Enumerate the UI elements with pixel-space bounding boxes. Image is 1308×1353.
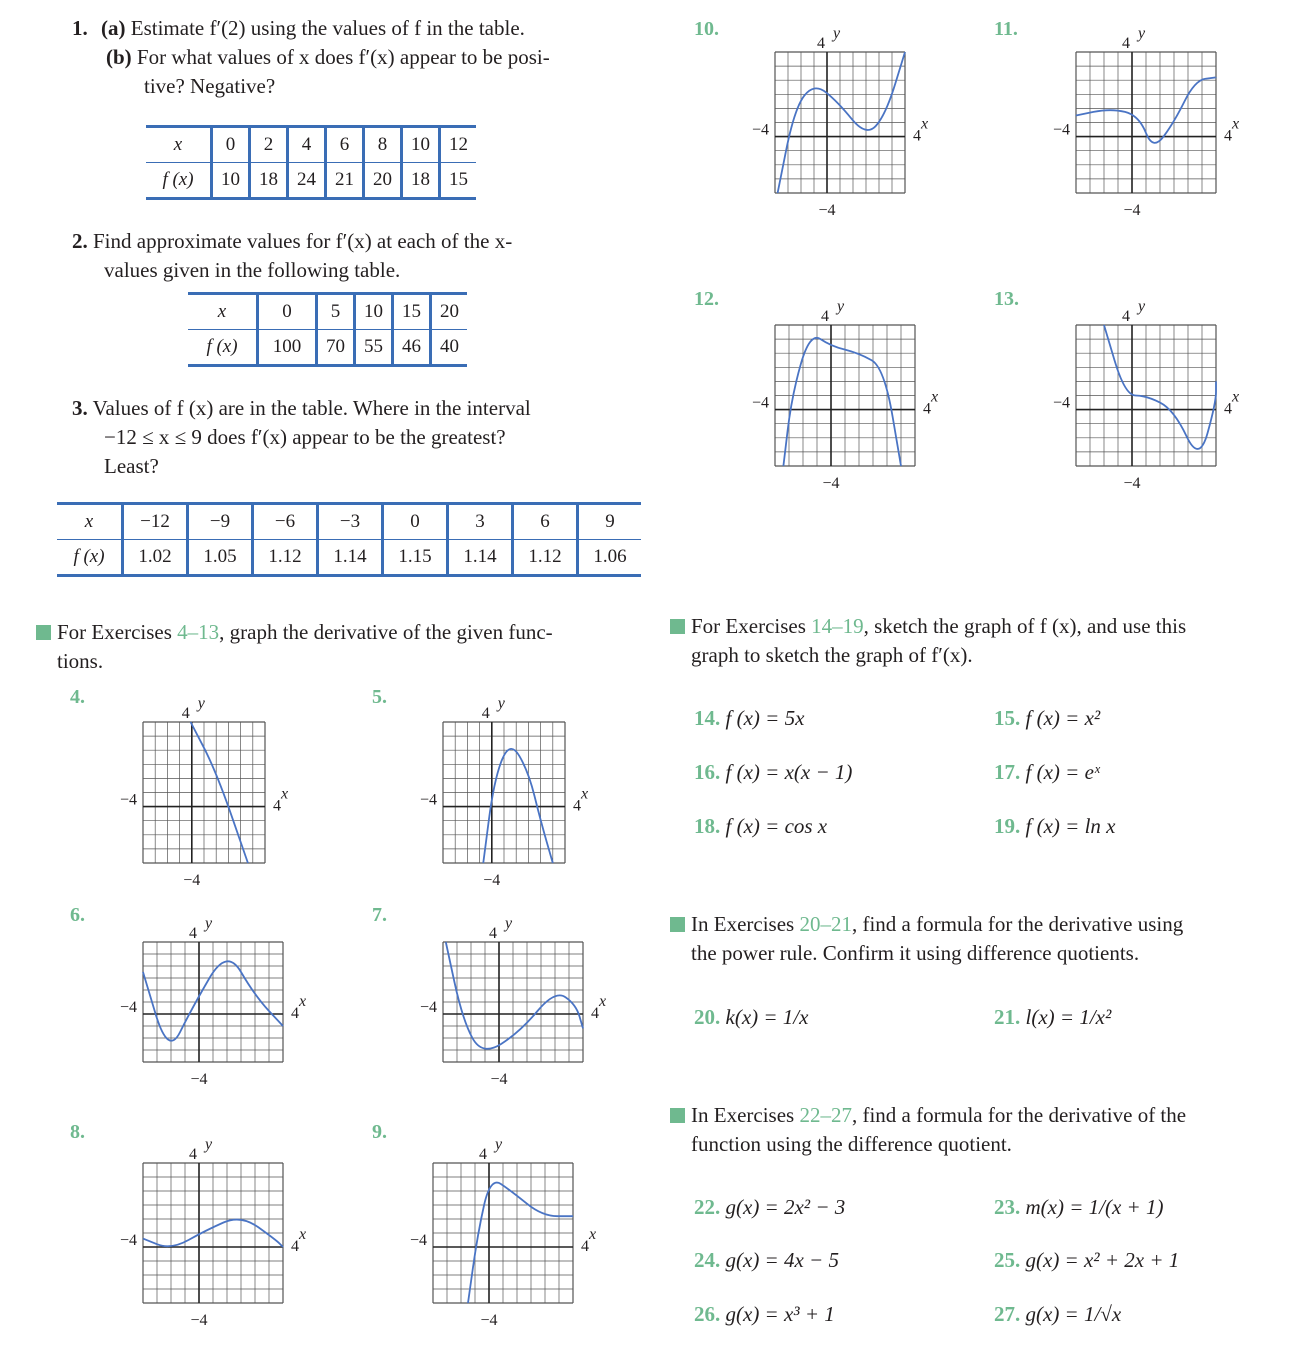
exercise-23: 23. m(x) = 1/(x + 1) (994, 1195, 1164, 1219)
cell: 46 (393, 330, 431, 366)
x-axis-label: x (299, 1226, 307, 1243)
graph-9 (373, 1123, 633, 1353)
graph-number: 10. (694, 18, 719, 40)
cell: 100 (258, 330, 317, 366)
exercise-19: 19. f (x) = ln x (994, 814, 1116, 838)
graph-7 (383, 902, 643, 1112)
section-text: , sketch the graph of f (x), and use this (863, 614, 1187, 638)
cell: −6 (253, 504, 318, 540)
exercise-range: 14–19 (811, 614, 864, 638)
cell: 2 (250, 127, 288, 163)
row-label: x (57, 504, 123, 540)
exercise-15: 15. f (x) = x² (994, 706, 1101, 730)
cell: 18 (250, 163, 288, 199)
graph-10 (715, 12, 965, 243)
y-max-label: 4 (1122, 35, 1130, 52)
cell: 1.15 (383, 540, 448, 576)
table-row-fx (57, 540, 641, 576)
exercise-14: 14. f (x) = 5x (694, 706, 805, 730)
section-text: , find a formula for the derivative of the (851, 1103, 1187, 1127)
section-text: For Exercises (57, 620, 178, 644)
section-text: For Exercises (691, 614, 812, 638)
y-max-label: 4 (817, 35, 825, 52)
exercise-text: For what values of x does f′(x) appear to be posi- (136, 45, 550, 69)
graph-number: 13. (994, 288, 1019, 310)
exercise-range: 4–13 (177, 620, 220, 644)
table-row-x (57, 504, 641, 540)
x-axis-label: x (281, 785, 289, 803)
cell: 20 (431, 294, 468, 330)
y-min-label: −4 (183, 872, 201, 889)
x-max-label: 4 (591, 1005, 599, 1022)
cell: 1.06 (578, 540, 642, 576)
x-axis-label: x (921, 115, 929, 133)
x-min-label: −4 (119, 1232, 137, 1249)
graph-number: 8. (70, 1121, 85, 1143)
exercise-range: 22–27 (799, 1103, 852, 1127)
y-max-label: 4 (189, 925, 197, 942)
graph-5 (383, 682, 625, 913)
cell: 15 (393, 294, 431, 330)
y-axis-label: y (205, 1136, 213, 1153)
x-min-label: −4 (419, 999, 437, 1016)
exercise-range: 20–21 (799, 912, 852, 936)
x-max-label: 4 (913, 127, 921, 145)
y-min-label: −4 (480, 1312, 498, 1329)
x-max-label: 4 (1224, 400, 1232, 418)
section-marker (670, 619, 685, 634)
x-axis-label: x (931, 388, 939, 406)
row-label: f (x) (57, 540, 123, 576)
cell: 3 (448, 504, 513, 540)
x-max-label: 4 (581, 1238, 589, 1255)
exercise-number: 3. (72, 396, 88, 420)
x-max-label: 4 (1224, 127, 1232, 145)
graph-8 (83, 1123, 343, 1353)
cell: −12 (123, 504, 188, 540)
graph-number: 4. (70, 686, 85, 708)
y-min-label: −4 (190, 1071, 208, 1088)
exercise-text: Least? (104, 454, 159, 478)
section-text: tions. (57, 649, 104, 673)
y-axis-label: y (495, 1136, 503, 1153)
graph-number: 5. (372, 686, 387, 708)
x-min-label: −4 (1052, 121, 1070, 139)
section-header-4-13 (36, 618, 636, 676)
y-max-label: 4 (479, 1146, 487, 1163)
y-axis-label: y (833, 25, 841, 42)
cell: 24 (288, 163, 326, 199)
cell: 1.12 (253, 540, 318, 576)
x-axis-label: x (299, 993, 307, 1010)
table-row-x (188, 294, 467, 330)
y-max-label: 4 (1122, 308, 1130, 325)
x-min-label: −4 (751, 121, 769, 139)
table-row-fx (146, 163, 476, 199)
function-curve (783, 338, 901, 466)
y-min-label: −4 (483, 872, 501, 889)
section-text: function using the difference quotient. (691, 1132, 1012, 1156)
cell: 15 (440, 163, 477, 199)
graph-12 (715, 285, 975, 516)
section-header-20-21 (670, 910, 1270, 968)
cell: 18 (402, 163, 440, 199)
x-axis-label: x (1232, 388, 1240, 406)
exercise-3 (72, 394, 632, 481)
y-max-label: 4 (489, 925, 497, 942)
y-min-label: −4 (1123, 202, 1141, 219)
x-axis-label: x (581, 785, 589, 803)
cell: 40 (431, 330, 468, 366)
y-axis-label: y (837, 298, 845, 315)
cell: 1.12 (513, 540, 578, 576)
graph-number: 9. (372, 1121, 387, 1143)
x-max-label: 4 (923, 400, 931, 418)
x-max-label: 4 (573, 797, 581, 815)
cell: 10 (212, 163, 250, 199)
function-curve (446, 942, 583, 1049)
row-label: f (x) (146, 163, 212, 199)
table-ex1 (146, 125, 476, 200)
section-text: graph to sketch the graph of f′(x). (691, 643, 973, 667)
exercise-22: 22. g(x) = 2x² − 3 (694, 1195, 846, 1219)
y-min-label: −4 (190, 1312, 208, 1329)
graph-number: 7. (372, 904, 387, 926)
x-axis-label: x (599, 993, 607, 1010)
cell: 10 (355, 294, 393, 330)
cell: 55 (355, 330, 393, 366)
graph-13 (1016, 285, 1276, 516)
x-min-label: −4 (409, 1232, 427, 1249)
exercise-text: Find approximate values for f′(x) at each of the x- (93, 229, 513, 253)
x-min-label: −4 (119, 791, 137, 809)
x-max-label: 4 (273, 797, 281, 815)
x-axis-label: x (1232, 115, 1240, 133)
exercise-1 (72, 14, 632, 101)
y-max-label: 4 (481, 705, 490, 722)
x-min-label: −4 (751, 394, 769, 412)
section-text: , graph the derivative of the given func- (219, 620, 553, 644)
cell: 1.02 (123, 540, 188, 576)
x-min-label: −4 (1052, 394, 1070, 412)
y-max-label: 4 (189, 1146, 197, 1163)
section-text: the power rule. Confirm it using difference quotients. (691, 941, 1140, 965)
x-max-label: 4 (291, 1238, 299, 1255)
cell: 1.05 (188, 540, 253, 576)
exercise-text: Estimate f′(2) using the values of f in the table. (130, 16, 525, 40)
section-header-22-27 (670, 1101, 1270, 1159)
cell: 5 (317, 294, 355, 330)
exercise-text: tive? Negative? (144, 74, 276, 98)
graph-11 (1016, 12, 1276, 243)
exercise-17: 17. f (x) = eˣ (994, 760, 1100, 784)
cell: 0 (383, 504, 448, 540)
y-axis-label: y (497, 695, 505, 712)
cell: 6 (513, 504, 578, 540)
exercise-number: 2. (72, 229, 88, 253)
cell: 6 (326, 127, 364, 163)
section-marker (670, 1108, 685, 1123)
exercise-16: 16. f (x) = x(x − 1) (694, 760, 853, 784)
cell: −9 (188, 504, 253, 540)
section-text: , find a formula for the derivative using (851, 912, 1184, 936)
y-axis-label: y (1138, 25, 1146, 42)
graph-number: 6. (70, 904, 85, 926)
y-min-label: −4 (490, 1071, 508, 1088)
x-min-label: −4 (419, 791, 437, 809)
graph-number: 11. (994, 18, 1018, 40)
exercise-18: 18. f (x) = cos x (694, 814, 828, 838)
row-label: x (146, 127, 212, 163)
cell: −3 (318, 504, 383, 540)
y-min-label: −4 (1123, 475, 1141, 492)
y-min-label: −4 (818, 202, 836, 219)
exercise-number: 1. (72, 16, 88, 40)
graph-6 (83, 902, 343, 1112)
table-ex2 (188, 292, 467, 367)
exercise-text: −12 ≤ x ≤ 9 does f′(x) appear to be the greatest? (104, 425, 506, 449)
x-max-label: 4 (291, 1005, 299, 1022)
part-label: (b) (106, 45, 132, 69)
cell: 1.14 (318, 540, 383, 576)
y-axis-label: y (205, 915, 213, 932)
row-label: f (x) (188, 330, 258, 366)
cell: 70 (317, 330, 355, 366)
cell: 0 (258, 294, 317, 330)
section-marker (36, 625, 51, 640)
table-row-fx (188, 330, 467, 366)
y-max-label: 4 (181, 705, 190, 722)
exercise-25: 25. g(x) = x² + 2x + 1 (994, 1248, 1180, 1272)
exercise-24: 24. g(x) = 4x − 5 (694, 1248, 839, 1272)
y-min-label: −4 (822, 475, 840, 492)
exercise-text: Values of f (x) are in the table. Where in the interval (92, 396, 531, 420)
cell: 4 (288, 127, 326, 163)
cell: 20 (364, 163, 402, 199)
section-text: In Exercises (691, 1103, 800, 1127)
cell: 21 (326, 163, 364, 199)
exercise-27: 27. g(x) = 1/√x (994, 1302, 1122, 1326)
x-min-label: −4 (119, 999, 137, 1016)
graph-4 (83, 682, 325, 913)
exercise-text: values given in the following table. (104, 258, 401, 282)
exercise-21: 21. l(x) = 1/x² (994, 1005, 1112, 1029)
table-ex3 (57, 502, 641, 577)
x-axis-label: x (589, 1226, 597, 1243)
table-row-x (146, 127, 476, 163)
cell: 10 (402, 127, 440, 163)
exercise-26: 26. g(x) = x³ + 1 (694, 1302, 835, 1326)
part-label: (a) (101, 16, 126, 40)
cell: 8 (364, 127, 402, 163)
row-label: x (188, 294, 258, 330)
cell: 1.14 (448, 540, 513, 576)
section-header-14-19 (670, 612, 1270, 670)
y-max-label: 4 (821, 308, 829, 325)
y-axis-label: y (1138, 298, 1146, 315)
graph-number: 12. (694, 288, 719, 310)
exercise-2 (72, 227, 632, 285)
cell: 12 (440, 127, 477, 163)
section-marker (670, 917, 685, 932)
y-axis-label: y (505, 915, 513, 932)
y-axis-label: y (197, 695, 205, 712)
cell: 9 (578, 504, 642, 540)
exercise-20: 20. k(x) = 1/x (694, 1005, 809, 1029)
cell: 0 (212, 127, 250, 163)
section-text: In Exercises (691, 912, 800, 936)
function-curve (468, 1183, 573, 1303)
